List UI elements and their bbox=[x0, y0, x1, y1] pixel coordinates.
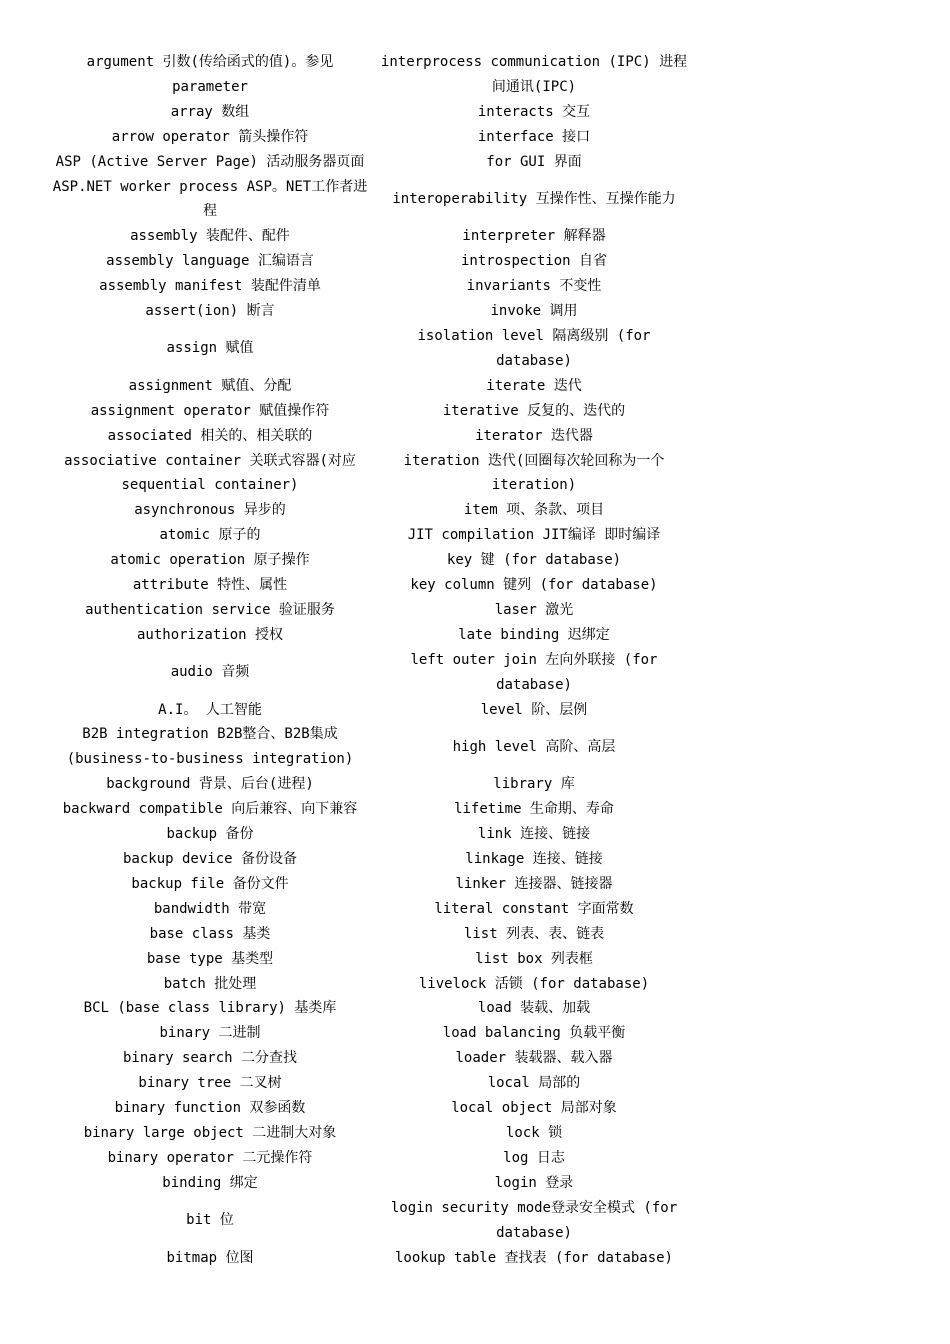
glossary-row bbox=[44, 772, 692, 797]
glossary-row bbox=[44, 1071, 692, 1096]
term-right: local 局部的 bbox=[487, 1075, 581, 1092]
term-left: B2B integration B2B整合、B2B集成 (business-to-business integration) bbox=[66, 726, 354, 768]
glossary-row bbox=[44, 224, 692, 249]
glossary-row bbox=[44, 1046, 692, 1071]
term-left: binding 绑定 bbox=[162, 1174, 258, 1191]
term-right: login 登录 bbox=[494, 1174, 574, 1191]
glossary-row bbox=[44, 648, 692, 698]
term-left: bitmap 位图 bbox=[166, 1249, 254, 1266]
term-left: binary 二进制 bbox=[159, 1025, 261, 1042]
glossary-row bbox=[44, 100, 692, 125]
term-right: lock 锁 bbox=[505, 1124, 563, 1141]
term-left: ASP.NET worker process ASP。NET工作者进程 bbox=[52, 178, 368, 220]
glossary-row bbox=[44, 299, 692, 324]
glossary-row bbox=[44, 125, 692, 150]
term-right: iterator 迭代器 bbox=[475, 427, 593, 444]
term-left: argument 引数(传给函式的值)。参见 parameter bbox=[86, 54, 334, 95]
glossary-row bbox=[44, 523, 692, 548]
glossary-row bbox=[44, 324, 692, 374]
glossary-row bbox=[44, 249, 692, 274]
term-right: item 项、条款、项目 bbox=[463, 502, 605, 519]
term-left: base class 基类 bbox=[149, 925, 271, 942]
term-left: A.I。 人工智能 bbox=[158, 701, 262, 718]
glossary-row bbox=[44, 498, 692, 523]
term-left: bit 位 bbox=[186, 1212, 234, 1229]
term-right: interprocess communication (IPC) 进程间通讯(IPC) bbox=[380, 54, 688, 95]
term-left: binary large object 二进制大对象 bbox=[83, 1124, 337, 1141]
glossary-table bbox=[44, 50, 692, 1270]
glossary-row bbox=[44, 449, 692, 499]
term-right: login security mode登录安全模式 (for database) bbox=[390, 1199, 678, 1241]
glossary-row bbox=[44, 872, 692, 897]
term-right: JIT compilation JIT编译 即时编译 bbox=[407, 527, 661, 544]
term-right: literal constant 字面常数 bbox=[434, 900, 634, 917]
glossary-row bbox=[44, 947, 692, 972]
term-right: list 列表、表、链表 bbox=[463, 925, 605, 942]
term-right: invariants 不变性 bbox=[466, 278, 602, 295]
glossary-row bbox=[44, 399, 692, 424]
term-left: binary tree 二叉树 bbox=[138, 1075, 282, 1092]
term-left: authentication service 验证服务 bbox=[85, 601, 335, 618]
term-right: invoke 调用 bbox=[490, 303, 578, 320]
glossary-row bbox=[44, 175, 692, 225]
term-right: linker 连接器、链接器 bbox=[455, 875, 613, 892]
glossary-row bbox=[44, 374, 692, 399]
term-left: BCL (base class library) 基类库 bbox=[83, 1000, 337, 1017]
glossary-row bbox=[44, 1096, 692, 1121]
term-right: level 阶、层例 bbox=[480, 701, 588, 718]
term-right: load balancing 负载平衡 bbox=[442, 1025, 626, 1042]
term-left: asynchronous 异步的 bbox=[134, 502, 286, 519]
glossary-row bbox=[44, 150, 692, 175]
glossary-row bbox=[44, 698, 692, 723]
term-left: binary operator 二元操作符 bbox=[107, 1149, 313, 1166]
term-right: log 日志 bbox=[503, 1149, 565, 1166]
glossary-row bbox=[44, 1196, 692, 1246]
term-right: livelock 活锁 (for database) bbox=[418, 975, 650, 992]
term-right: local object 局部对象 bbox=[451, 1100, 617, 1117]
glossary-row bbox=[44, 1021, 692, 1046]
term-left: assembly manifest 装配件清单 bbox=[99, 278, 321, 295]
term-left: atomic operation 原子操作 bbox=[110, 552, 310, 569]
term-right: interoperability 互操作性、互操作能力 bbox=[392, 190, 676, 207]
term-right: late binding 迟绑定 bbox=[458, 626, 610, 643]
term-left: assembly 装配件、配件 bbox=[130, 228, 290, 245]
term-right: library 库 bbox=[493, 776, 575, 793]
term-left: attribute 特性、属性 bbox=[132, 577, 288, 594]
term-left: binary search 二分查找 bbox=[122, 1050, 297, 1067]
glossary-row bbox=[44, 623, 692, 648]
term-right: key column 键列 (for database) bbox=[410, 577, 658, 594]
term-right: isolation level 隔离级别 (for database) bbox=[417, 327, 651, 369]
glossary-row bbox=[44, 922, 692, 947]
term-left: backup file 备份文件 bbox=[131, 875, 289, 892]
glossary-page bbox=[44, 50, 692, 1270]
glossary-row bbox=[44, 598, 692, 623]
term-right: laser 激光 bbox=[494, 601, 574, 618]
glossary-row bbox=[44, 50, 692, 100]
term-right: link 连接、链接 bbox=[477, 826, 591, 843]
term-left: associative container 关联式容器(对应 sequential container) bbox=[64, 452, 356, 494]
glossary-row bbox=[44, 972, 692, 997]
term-right: loader 装载器、载入器 bbox=[455, 1050, 613, 1067]
glossary-row bbox=[44, 847, 692, 872]
glossary-row bbox=[44, 274, 692, 299]
term-left: base type 基类型 bbox=[146, 950, 274, 967]
glossary-row bbox=[44, 1146, 692, 1171]
term-right: interpreter 解释器 bbox=[462, 228, 606, 245]
term-right: lifetime 生命期、寿命 bbox=[454, 801, 614, 818]
term-right: list box 列表框 bbox=[475, 950, 593, 967]
term-right: left outer join 左向外联接 (for database) bbox=[410, 651, 658, 693]
term-left: ASP (Active Server Page) 活动服务器页面 bbox=[55, 153, 365, 170]
term-left: arrow operator 箭头操作符 bbox=[111, 128, 309, 145]
glossary-row bbox=[44, 573, 692, 598]
term-right: high level 高阶、高层 bbox=[452, 738, 616, 755]
glossary-row bbox=[44, 548, 692, 573]
term-left: array 数组 bbox=[170, 103, 250, 120]
term-right: interface 接口 bbox=[477, 128, 591, 145]
glossary-row bbox=[44, 722, 692, 772]
term-left: assignment 赋值、分配 bbox=[128, 377, 292, 394]
glossary-row bbox=[44, 1121, 692, 1146]
term-left: backup device 备份设备 bbox=[122, 851, 297, 867]
term-left: batch 批处理 bbox=[163, 975, 257, 992]
term-right: load 装载、加载 bbox=[477, 1000, 591, 1017]
term-left: bandwidth 带宽 bbox=[153, 900, 267, 917]
term-left: atomic 原子的 bbox=[159, 527, 261, 544]
term-left: associated 相关的、相关联的 bbox=[107, 427, 313, 444]
term-left: backward compatible 向后兼容、向下兼容 bbox=[62, 801, 358, 818]
term-left: background 背景、后台(进程) bbox=[106, 776, 314, 793]
term-left: binary function 双参函数 bbox=[114, 1100, 306, 1117]
term-right: iterative 反复的、迭代的 bbox=[442, 402, 626, 419]
term-right: iteration 迭代(回圈每次轮回称为一个 iteration) bbox=[403, 452, 665, 494]
glossary-body bbox=[44, 50, 692, 1270]
term-left: assign 赋值 bbox=[166, 340, 254, 357]
term-right: interacts 交互 bbox=[477, 103, 591, 120]
glossary-row bbox=[44, 424, 692, 449]
glossary-row bbox=[44, 897, 692, 922]
term-right: key 键 (for database) bbox=[446, 552, 622, 569]
term-left: backup 备份 bbox=[166, 826, 254, 843]
term-left: authorization 授权 bbox=[136, 626, 283, 643]
glossary-row bbox=[44, 1171, 692, 1196]
term-left: assembly language 汇编语言 bbox=[106, 253, 314, 270]
term-right: linkage 连接、链接 bbox=[465, 851, 603, 867]
term-right: iterate 迭代 bbox=[486, 377, 582, 394]
term-left: audio 音频 bbox=[170, 664, 250, 681]
term-left: assignment operator 赋值操作符 bbox=[90, 402, 330, 419]
term-right: introspection 自省 bbox=[460, 253, 607, 270]
term-left: assert(ion) 断言 bbox=[145, 303, 275, 320]
term-right: for GUI 界面 bbox=[486, 153, 582, 170]
glossary-row bbox=[44, 797, 692, 822]
glossary-row bbox=[44, 996, 692, 1021]
glossary-row bbox=[44, 822, 692, 847]
glossary-row bbox=[44, 1246, 692, 1271]
term-right: lookup table 查找表 (for database) bbox=[394, 1249, 673, 1266]
